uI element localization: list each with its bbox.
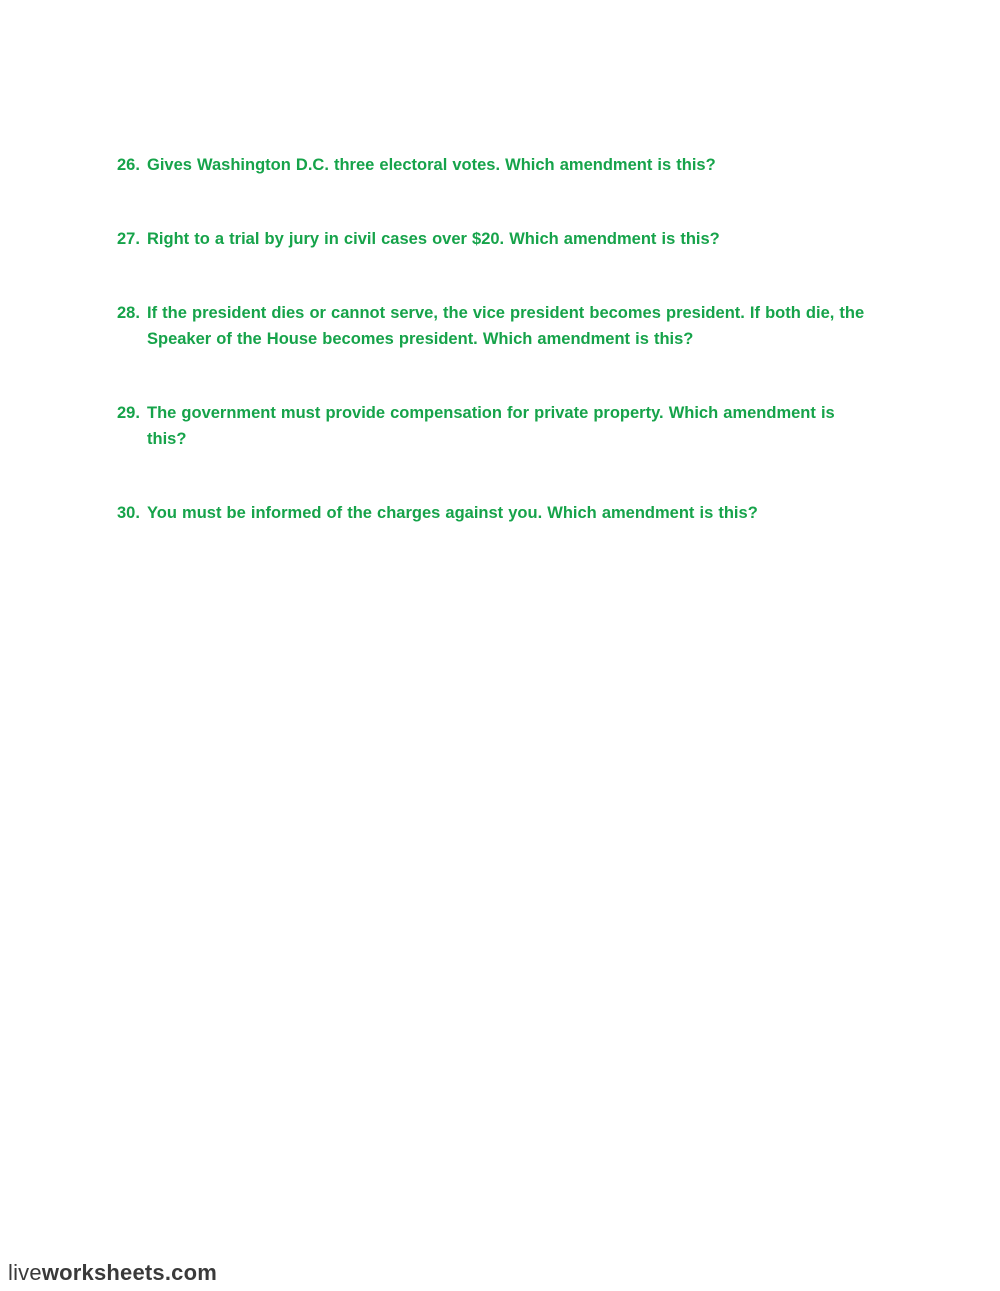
question-28 [117, 300, 877, 352]
question-30 [117, 500, 877, 526]
question-number: 26. [117, 156, 140, 174]
logo-live-text: live [8, 1260, 42, 1285]
logo-worksheets-text: worksheets [41, 1260, 165, 1285]
liveworksheets-logo [8, 1258, 217, 1288]
question-text: You must be informed of the charges against you. Which amendment is this? [147, 504, 758, 522]
logo-domain-text: .com [164, 1260, 218, 1285]
question-29 [117, 400, 877, 452]
question-27 [117, 226, 877, 252]
question-number: 30. [117, 504, 140, 522]
question-text: Right to a trial by jury in civil cases over $20. Which amendment is this? [147, 230, 720, 248]
question-number: 28. [117, 304, 140, 322]
question-number: 27. [117, 230, 140, 248]
question-number: 29. [117, 404, 140, 422]
question-26 [117, 152, 877, 178]
question-text: The government must provide compensation for private property. Which amendment is this? [147, 404, 835, 448]
question-text: If the president dies or cannot serve, the vice president becomes president. If both die, the Speaker of the House becomes president. Which amendment is this? [147, 304, 865, 348]
question-text: Gives Washington D.C. three electoral votes. Which amendment is this? [147, 156, 716, 174]
